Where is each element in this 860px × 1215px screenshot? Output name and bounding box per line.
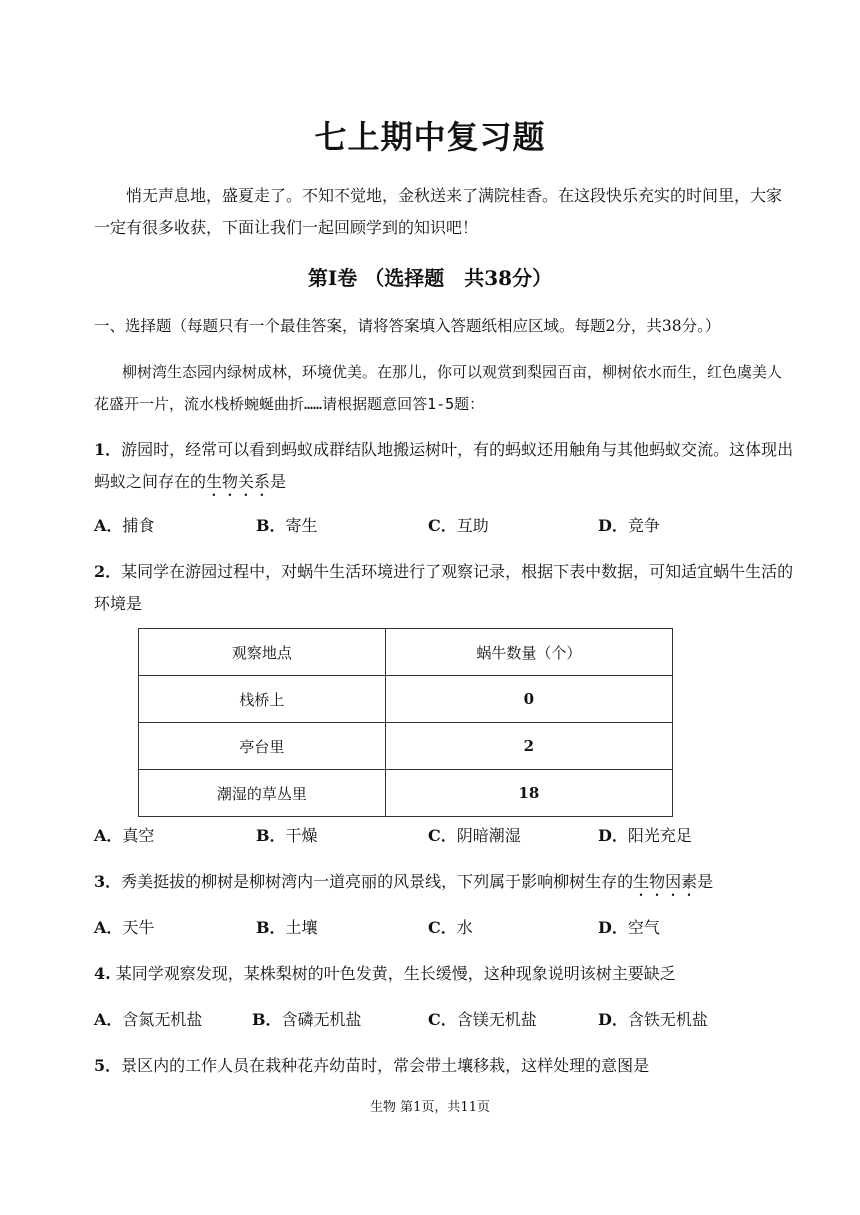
option-c[interactable] [428,512,489,540]
option-letter: B． [256,826,286,845]
option-letter: A． [94,1010,123,1029]
page-footer: 生物 第1页，共11页 [370,1100,490,1115]
option-b[interactable] [252,1006,362,1034]
option-c[interactable] [428,1006,537,1034]
question-number: 5． [94,1056,122,1075]
option-letter: C． [428,918,457,937]
option-text: 含铁无机盐 [627,1010,708,1029]
table-header-row [139,629,673,676]
emphasized-text: 生物因素 [633,872,698,891]
option-c[interactable] [428,914,473,942]
question-2 [94,556,794,620]
option-d[interactable] [598,512,660,540]
context-paragraph: 柳树湾生态园内绿树成林，环境优美。在那儿，你可以观赏到梨园百亩，柳树依水而生，红色虞美人花盛开一片，流水栈桥蜿蜒曲折……请根据题意回答1-5题： [94,363,783,413]
option-c[interactable] [428,822,521,850]
table-row [139,676,673,723]
option-text: 含磷无机盐 [281,1010,362,1029]
table-cell: 潮湿的草丛里 [139,770,386,817]
table-header-cell: 蜗牛数量（个） [385,629,672,676]
option-b[interactable] [256,512,318,540]
option-text: 天牛 [122,918,155,937]
option-text: 土壤 [285,918,318,937]
table-cell: 18 [385,770,672,817]
option-a[interactable] [94,512,154,540]
option-letter: A． [94,918,123,937]
table-cell: 0 [385,676,672,723]
option-letter: C． [428,1010,457,1029]
question-1 [94,434,794,500]
question-4-options [94,1006,794,1034]
table-header-cell: 观察地点 [139,629,386,676]
option-a[interactable] [94,1006,202,1034]
question-tail: 是 [697,872,714,891]
question-3-options [94,914,794,942]
option-text: 竞争 [627,516,660,535]
observation-table [138,628,673,817]
option-text: 捕食 [122,516,155,535]
question-number: 1． [94,440,122,459]
option-letter: D． [598,1010,628,1029]
option-text: 水 [456,918,473,937]
option-b[interactable] [256,914,318,942]
table-cell: 亭台里 [139,723,386,770]
question-text: 某同学在游园过程中，对蜗牛生活环境进行了观察记录，根据下表中数据，可知适宜蜗牛生活的环境是 [94,562,794,613]
option-b[interactable] [256,822,318,850]
option-a[interactable] [94,914,154,942]
question-5 [94,1050,794,1082]
question-3 [94,866,794,900]
option-text: 寄生 [285,516,318,535]
intro-paragraph: 悄无声息地，盛夏走了。不知不觉地，金秋送来了满院桂香。在这段快乐充实的时间里，大家一定有很多收获，下面让我们一起回顾学到的知识吧！ [94,186,783,237]
table-cell: 栈桥上 [139,676,386,723]
instruction-text: 一、选择题（每题只有一个最佳答案，请将答案填入答题纸相应区域。每题2分，共38分。） [94,317,721,335]
question-text: 景区内的工作人员在栽种花卉幼苗时，常会带土壤移栽，这样处理的意图是 [121,1056,650,1075]
option-text: 空气 [627,918,660,937]
question-text: 某同学观察发现，某株梨树的叶色发黄，生长缓慢，这种现象说明该树主要缺乏 [110,964,676,983]
option-text: 互助 [456,516,489,535]
option-text: 干燥 [285,826,318,845]
question-4 [94,958,794,990]
question-1-options [94,512,794,540]
option-letter: B． [252,1010,282,1029]
option-letter: A． [94,826,123,845]
option-letter: C． [428,516,457,535]
question-number: 4. [94,964,111,983]
option-text: 阳光充足 [627,826,692,845]
option-text: 含氮无机盐 [122,1010,203,1029]
option-text: 阴暗潮湿 [456,826,521,845]
option-letter: B． [256,918,286,937]
table-row [139,723,673,770]
question-text: 游园时，经常可以看到蚂蚁成群结队地搬运树叶，有的蚂蚁还用触角与其他蚂蚁交流。这体现出蚂蚁之间存在的 [94,440,794,491]
table-cell: 2 [385,723,672,770]
question-text: 秀美挺拔的柳树是柳树湾内一道亮丽的风景线，下列属于影响柳树生存的 [121,872,634,891]
question-number: 2． [94,562,122,581]
option-d[interactable] [598,914,660,942]
page-title: 七上期中复习题 [314,118,546,156]
option-letter: A． [94,516,123,535]
option-letter: D． [598,516,628,535]
option-a[interactable] [94,822,154,850]
table-row [139,770,673,817]
question-tail: 是 [270,472,287,491]
option-letter: B． [256,516,286,535]
section-title: 第Ⅰ卷 （选择题 共38分） [307,266,553,290]
option-d[interactable] [598,822,692,850]
option-d[interactable] [598,1006,708,1034]
option-text: 含镁无机盐 [456,1010,537,1029]
option-letter: D． [598,918,628,937]
question-2-options [94,822,794,850]
emphasized-text: 生物关系 [206,472,271,491]
option-letter: D． [598,826,628,845]
option-letter: C． [428,826,457,845]
question-number: 3． [94,872,122,891]
option-text: 真空 [122,826,155,845]
